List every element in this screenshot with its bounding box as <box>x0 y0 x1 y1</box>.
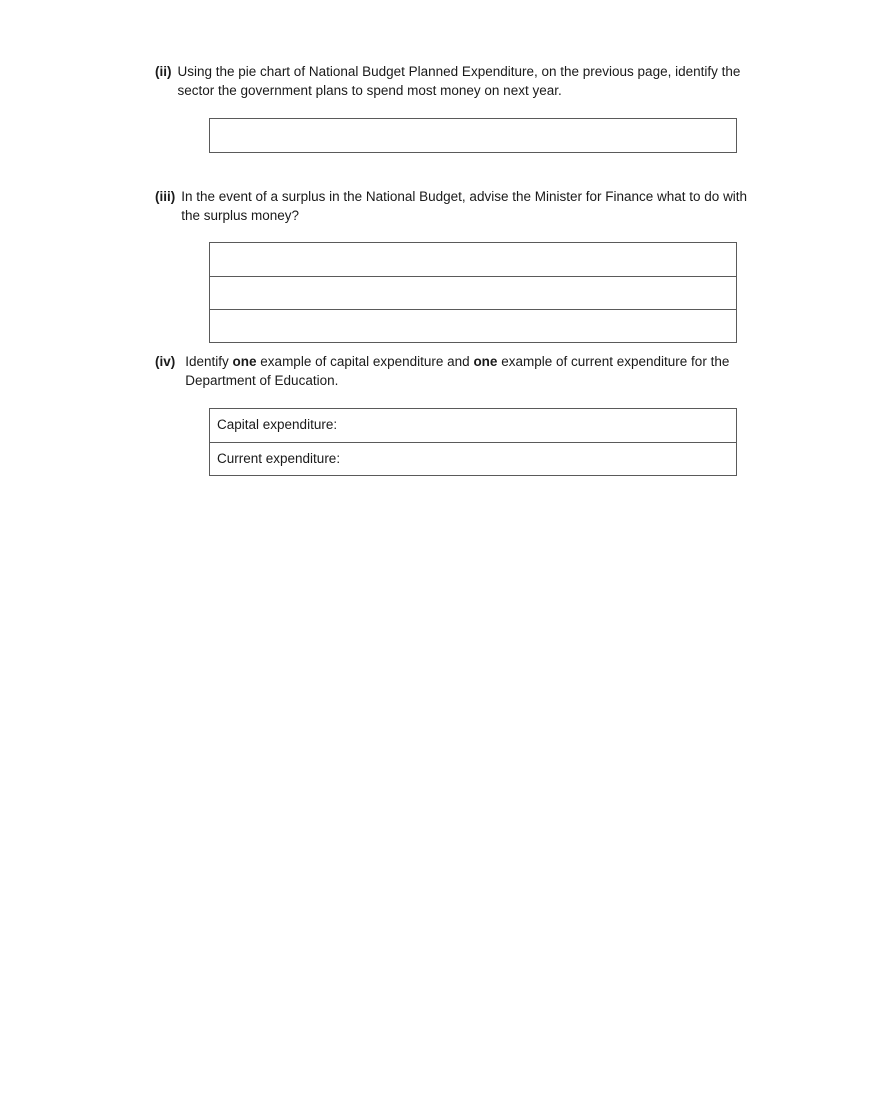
question-number: (ii) <box>155 64 172 79</box>
question-iv <box>155 352 765 390</box>
question-number: (iii) <box>155 189 176 204</box>
question-text <box>185 352 765 390</box>
question-text-part: example of capital expenditure and <box>256 354 474 369</box>
answer-line[interactable] <box>210 276 736 309</box>
question-ii <box>155 62 765 100</box>
answer-line[interactable] <box>210 243 736 276</box>
current-expenditure-field[interactable]: Current expenditure: <box>210 442 736 475</box>
emphasis-one: one <box>473 354 498 369</box>
answer-box-iii <box>209 242 737 343</box>
answer-line[interactable] <box>210 309 736 342</box>
question-text: Using the pie chart of National Budget Planned Expenditure, on the previous page, identify the sector the government plans to spend most money on next year. <box>177 64 741 98</box>
question-text: In the event of a surplus in the National Budget, advise the Minister for Finance what to do with the surplus money? <box>181 189 748 223</box>
question-number: (iv) <box>155 354 176 369</box>
question-text-part: example of current expenditure for the Department of Education. <box>185 354 730 388</box>
question-iii <box>155 187 765 225</box>
capital-expenditure-field[interactable]: Capital expenditure: <box>217 417 338 432</box>
emphasis-one: one <box>232 354 257 369</box>
answer-box-ii <box>209 118 737 153</box>
answer-box-iv <box>209 408 737 476</box>
answer-line[interactable] <box>210 119 736 152</box>
question-text-part: Identify <box>185 354 233 369</box>
